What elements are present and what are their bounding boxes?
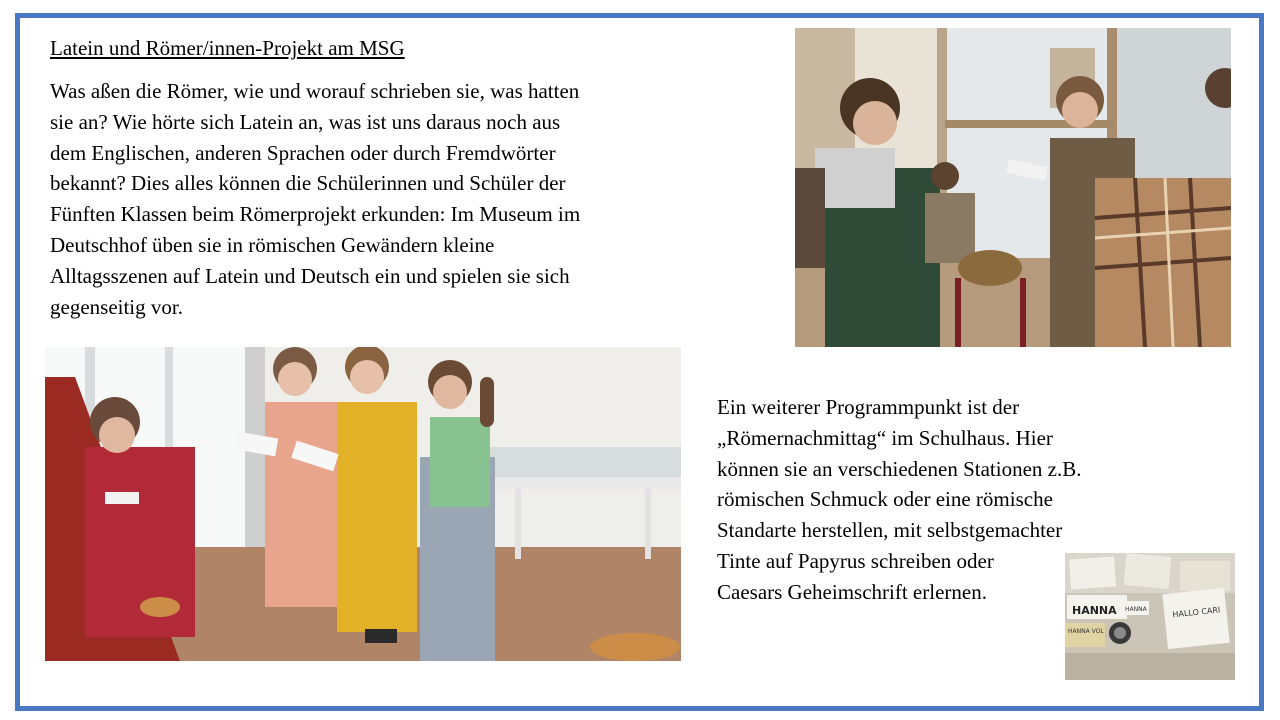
paper-label: HANNA VOL bbox=[1068, 628, 1104, 635]
intro-line: Alltagsszenen auf Latein und Deutsch ein und spielen sie sich bbox=[50, 263, 570, 288]
intro-line: dem Englischen, anderen Sprachen oder durch Fremdwörter bbox=[50, 140, 556, 165]
intro-line: Fünften Klassen beim Römerprojekt erkunden: Im Museum im bbox=[50, 202, 581, 227]
photo-girls-in-robes bbox=[45, 347, 681, 661]
intro-line: sie an? Wie hörte sich Latein an, was ist uns daraus noch aus bbox=[50, 109, 561, 134]
second-line: Standarte herstellen, mit selbstgemachter bbox=[717, 518, 1063, 543]
second-line: Ein weiterer Programmpunkt ist der bbox=[717, 395, 1020, 419]
paper-label: HALLO CARI bbox=[1172, 605, 1221, 620]
second-line: können sie an verschiedenen Stationen z.B. bbox=[717, 456, 1082, 481]
second-line: Caesars Geheimschrift erlernen. bbox=[717, 579, 987, 604]
intro-paragraph bbox=[50, 76, 690, 322]
second-line: „Römernachmittag“ im Schulhaus. Hier bbox=[717, 425, 1053, 450]
intro-line: bekannt? Dies alles können die Schülerinnen und Schüler der bbox=[50, 171, 566, 196]
paper-label: HANNA bbox=[1125, 606, 1147, 613]
second-line: römischen Schmuck oder eine römische bbox=[717, 487, 1053, 512]
photo-papyrus-writing bbox=[1065, 553, 1235, 680]
second-line: Tinte auf Papyrus schreiben oder bbox=[717, 548, 994, 573]
intro-line: gegenseitig vor. bbox=[50, 294, 183, 319]
intro-line: Deutschhof üben sie in römischen Gewändern kleine bbox=[50, 232, 495, 257]
intro-line: Was aßen die Römer, wie und worauf schrieben sie, was hatten bbox=[50, 79, 580, 103]
photo-museum-scene bbox=[795, 28, 1231, 347]
slide-title: Latein und Römer/innen-Projekt am MSG bbox=[50, 36, 405, 60]
paper-label: HANNA bbox=[1072, 604, 1117, 617]
